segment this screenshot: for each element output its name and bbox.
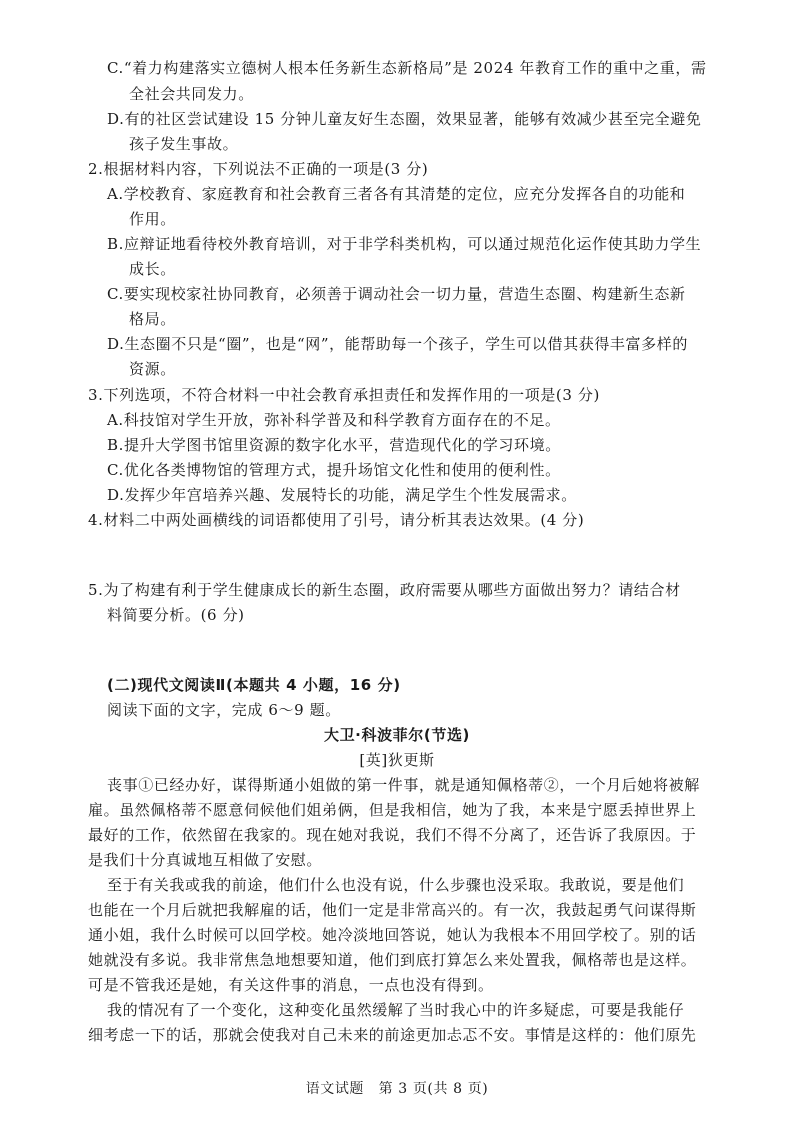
q2-option-a-line2: 作用。	[129, 210, 176, 228]
passage-p1-line1: 丧事①已经办好，谋得斯通小姐做的第一件事，就是通知佩格蒂②，一个月后她将被解	[107, 776, 700, 794]
passage-p2-line4: 她就没有多说。我非常焦急地想要知道，他们到底打算怎么来处置我，佩格蒂也是这样。	[88, 951, 697, 969]
q5-stem-line2: 料简要分析。(6 分)	[107, 606, 245, 624]
q3-option-c: C.优化各类博物馆的管理方式，提升场馆文化性和使用的便利性。	[107, 461, 561, 479]
q3-option-a: A.科技馆对学生开放，弥补科学普及和科学教育方面存在的不足。	[107, 411, 561, 429]
q2-option-b-line1: B.应辩证地看待校外教育培训，对于非学科类机构，可以通过规范化运作使其助力学生	[107, 235, 702, 253]
q1-option-c-line2: 全社会共同发力。	[129, 85, 254, 103]
passage-author: [英]狄更斯	[359, 751, 435, 769]
q2-stem: 2.根据材料内容，下列说法不正确的一项是(3 分)	[88, 160, 429, 178]
q2-option-d-line2: 资源。	[129, 360, 176, 378]
q4-stem: 4.材料二中两处画横线的词语都使用了引号，请分析其表达效果。(4 分)	[88, 511, 585, 529]
q2-option-c-line2: 格局。	[129, 310, 176, 328]
q2-option-a-line1: A.学校教育、家庭教育和社会教育三者各有其清楚的定位，应充分发挥各自的功能和	[107, 185, 686, 203]
q1-option-d-line1: D.有的社区尝试建设 15 分钟儿童友好生态圈，效果显著，能够有效减少甚至完全避免	[107, 110, 702, 128]
passage-p2-line1: 至于有关我或我的前途，他们什么也没有说，什么步骤也没采取。我敢说，要是他们	[107, 876, 685, 894]
q1-option-d-line2: 孩子发生事故。	[129, 135, 239, 153]
q1-option-c-line1: C.“着力构建落实立德树人根本任务新生态新格局”是 2024 年教育工作的重中之重，需	[107, 59, 707, 77]
q3-option-d: D.发挥少年宫培养兴趣、发展特长的功能，满足学生个性发展需求。	[107, 486, 577, 504]
passage-p3-line2: 细考虑一下的话，那就会使我对自己未来的前途更加忐忑不安。事情是这样的：他们原先	[88, 1026, 697, 1044]
passage-p1-line4: 是我们十分真诚地互相做了安慰。	[88, 851, 323, 869]
q2-option-c-line1: C.要实现校家社协同教育，必须善于调动社会一切力量，营造生态圈、构建新生态新	[107, 285, 686, 303]
q2-option-b-line2: 成长。	[129, 260, 176, 278]
passage-p2-line3: 通小姐，我什么时候可以回学校。她冷淡地回答说，她认为我根本不用回学校了。别的话	[88, 926, 697, 944]
section-instruction: 阅读下面的文字，完成 6～9 题。	[107, 701, 341, 719]
q3-option-b: B.提升大学图书馆里资源的数字化水平，营造现代化的学习环境。	[107, 436, 561, 454]
section-heading: (二)现代文阅读Ⅱ(本题共 4 小题，16 分)	[107, 676, 401, 694]
passage-p2-line5: 可是不管我还是她，有关这件事的消息，一点也没有得到。	[88, 976, 494, 994]
page-footer: 语文试题 第 3 页(共 8 页)	[305, 1081, 489, 1097]
passage-title: 大卫·科波菲尔(节选)	[323, 726, 470, 744]
q2-option-d-line1: D.生态圈不只是“圈”，也是“网”，能帮助每一个孩子，学生可以借其获得丰富多样的	[107, 335, 688, 353]
passage-p1-line2: 雇。虽然佩格蒂不愿意伺候他们姐弟俩，但是我相信，她为了我，本来是宁愿丢掉世界上	[88, 801, 697, 819]
q3-stem: 3.下列选项，不符合材料一中社会教育承担责任和发挥作用的一项是(3 分)	[88, 386, 600, 404]
passage-p3-line1: 我的情况有了一个变化，这种变化虽然缓解了当时我心中的许多疑虑，可要是我能仔	[107, 1001, 685, 1019]
q5-stem-line1: 5.为了构建有利于学生健康成长的新生态圈，政府需要从哪些方面做出努力？请结合材	[88, 581, 681, 599]
passage-p2-line2: 也能在一个月后就把我解雇的话，他们一定是非常高兴的。有一次，我鼓起勇气问谋得斯	[88, 901, 697, 919]
passage-p1-line3: 最好的工作，依然留在我家的。现在她对我说，我们不得不分离了，还告诉了我原因。于	[88, 826, 697, 844]
